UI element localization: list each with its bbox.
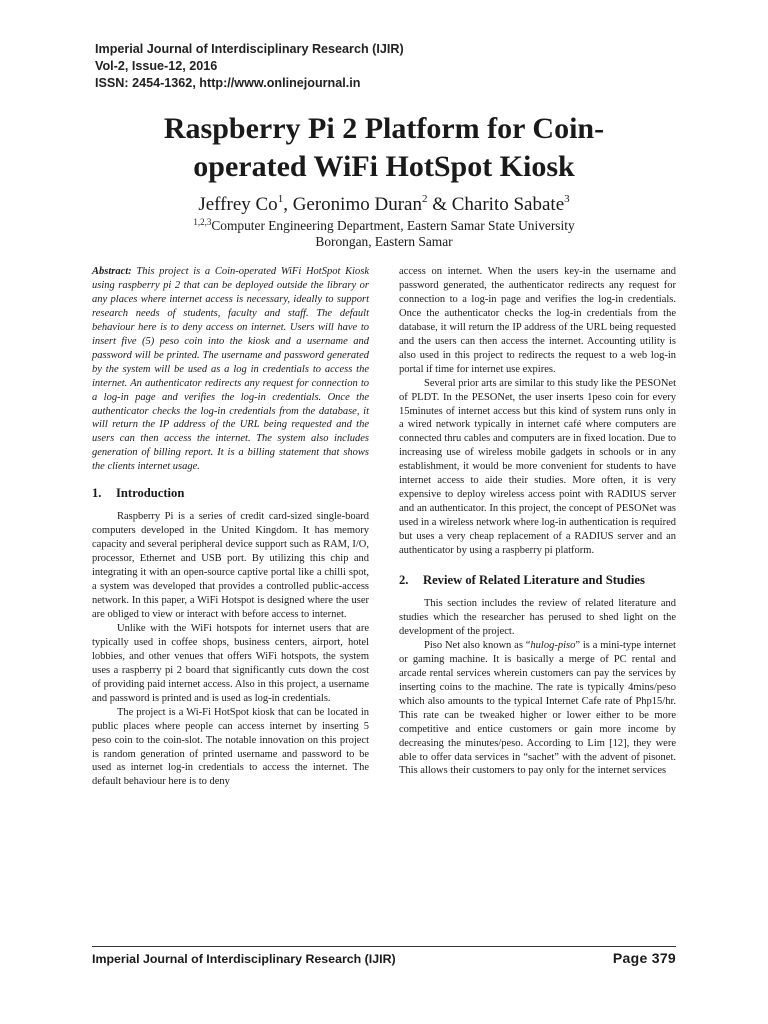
right-column [399,265,676,778]
section-title: Introduction [116,486,185,501]
section-heading-introduction [92,485,369,501]
review-emphasis: hulog-piso [530,639,576,651]
affiliation [0,218,768,250]
section-title: Review of Related Literature and Studies [423,573,645,588]
author-3: & Charito Sabate [432,194,565,215]
footer-divider [92,946,676,947]
author-1: Jeffrey Co [198,194,278,215]
author-2-sup: 2 [421,193,428,205]
author-2: Geronimo Duran [292,194,422,215]
intro-paragraph-4: Several prior arts are similar to this study like the PESONet of PLDT. In the PESONet, the user inserts 1peso coin for every 15minutes of internet access but this kind of system runs only in a wired network typically in internet café where computers are connected thru cables and computers are in fixed location. Due to increasing use of wireless mobile gadgets in schools or in any establishment, it would be more convenient for students to have internet access to aide their studies. More often, it is very expensive to deploy wireless access point with RADIUS server and an authenticator. In this project, the concept of PESONet was used in a wireless network where log-in authentication is required but uses a very cheap replacement of a RADIUS server and an authenticator by using a raspberry pi platform. [399,377,676,557]
author-3-sup: 3 [564,193,570,205]
paper-title [0,110,768,186]
journal-volume: Vol-2, Issue-12, 2016 [95,59,218,73]
intro-paragraph-1: Raspberry Pi is a series of credit card-sized single-board computers developed in the United Kingdom. It has memory capacity and several peripheral device support such as RAM, I/O, processor, Ethernet and USB port. By utilizing this chip and integrating it with an open-source captive portal like a chilli spot, a system was developed that provides a controlled public-access network. In this paper, a WiFi Hotspot is designed where the user are obliged to view or interact with before access to internet. [92,511,369,620]
intro-paragraph-3: The project is a Wi-Fi HotSpot kiosk that can be located in public places where people can access internet by inserting 5 peso coin to the coin-slot. The notable innovation on this project is random generation of printed username and password to be used as internet log-in credentials to access the internet. The default behaviour here is to deny [92,706,369,788]
left-column [92,265,369,789]
affiliation-line-1: Computer Engineering Department, Eastern Samar State University [211,218,575,233]
abstract-text: This project is a Coin-operated WiFi HotSpot Kiosk using raspberry pi 2 that can be deployed outside the library or any places where internet access is necessary, ideally to support research needs of students, faculty and staff. The default behaviour here is to deny access on internet. Users will have to insert five (5) peso coin into the kiosk and a username and password will be printed. The username and password generated by the system will be used as a log in credentials to access the internet. An authenticator redirects any request for connection to a log-in page and verifies the log-in credentials. Once the authenticator checks the log-in credentials from the database, it will return the IP address of the URL being requested and the users can then access the internet. The system also includes generation of billing report. It is a billing statement that shows the clients internet usage. [92,266,369,473]
abstract-label: Abstract: [92,266,132,277]
section-number: 2. [399,573,409,588]
intro-paragraph-3-continued: access on internet. When the users key-in the username and password generated, the authenticator redirects any request for connection to a log-in page and verifies the log-in credentials. Once the authenticator checks the log-in credentials from the database, it will return the IP address of the URL being requested and the users can then access the internet. Accounting utility is also used in this project to redirects the request to a web log-in portal if time for internet use expires. [399,266,676,375]
intro-paragraph-2: Unlike with the WiFi hotspots for internet users that are typically used in coffee shops, business centers, airport, hotel lobbies, and other venues that offers WiFi hotspots, the system uses a raspberry pi 2 board that significantly cuts down the cost of providing paid internet access. Also in this project, a username and password is printed and is used as log-in credentials. [92,622,369,704]
title-line-2: operated WiFi HotSpot Kiosk [193,150,575,183]
review-paragraph-1: This section includes the review of related literature and studies which the researcher has perused to shed light on the development of the project. [399,598,676,637]
review-text-b: ” is a mini-type internet or gaming machine. It is basically a merge of PC rental and arcade rental services wherein customers can pay the services by inserting coins to the machine. The rate is typically 4mins/peso which also amounts to the typical Internet Cafe rate of Php15/hr. This rate can be tweaked higher or lower either to be more competitive and entice customers or gain more income by decreasing the minutes/peso. According to Lim [12], they were able to offer data services in “sachet” with the advent of pisonet. This allows their customers to pay only for the internet services [399,639,676,777]
section-heading-review [399,572,676,588]
affiliation-sup: 1,2,3 [193,217,212,227]
section-number: 1. [92,486,102,501]
author-list: Jeffrey Co$^1$, Geronimo Duran$^2$ & Charito Sabate$^3$ [198,193,570,215]
footer-journal: Imperial Journal of Interdisciplinary Research (IJIR) [92,952,396,966]
author-1-sup: 1 [277,193,284,205]
journal-header [95,41,404,92]
review-text-a: Piso Net also known as “ [424,639,531,651]
journal-name: Imperial Journal of Interdisciplinary Research (IJIR) [95,42,404,56]
affiliation-line-2: Borongan, Eastern Samar [315,234,453,249]
abstract [92,265,369,474]
page-number: Page 379 [612,950,676,966]
review-paragraph-2 [399,639,676,779]
title-line-1: Raspberry Pi 2 Platform for Coin- [163,112,605,145]
journal-issn: ISSN: 2454-1362, http://www.onlinejournal.in [95,76,361,90]
